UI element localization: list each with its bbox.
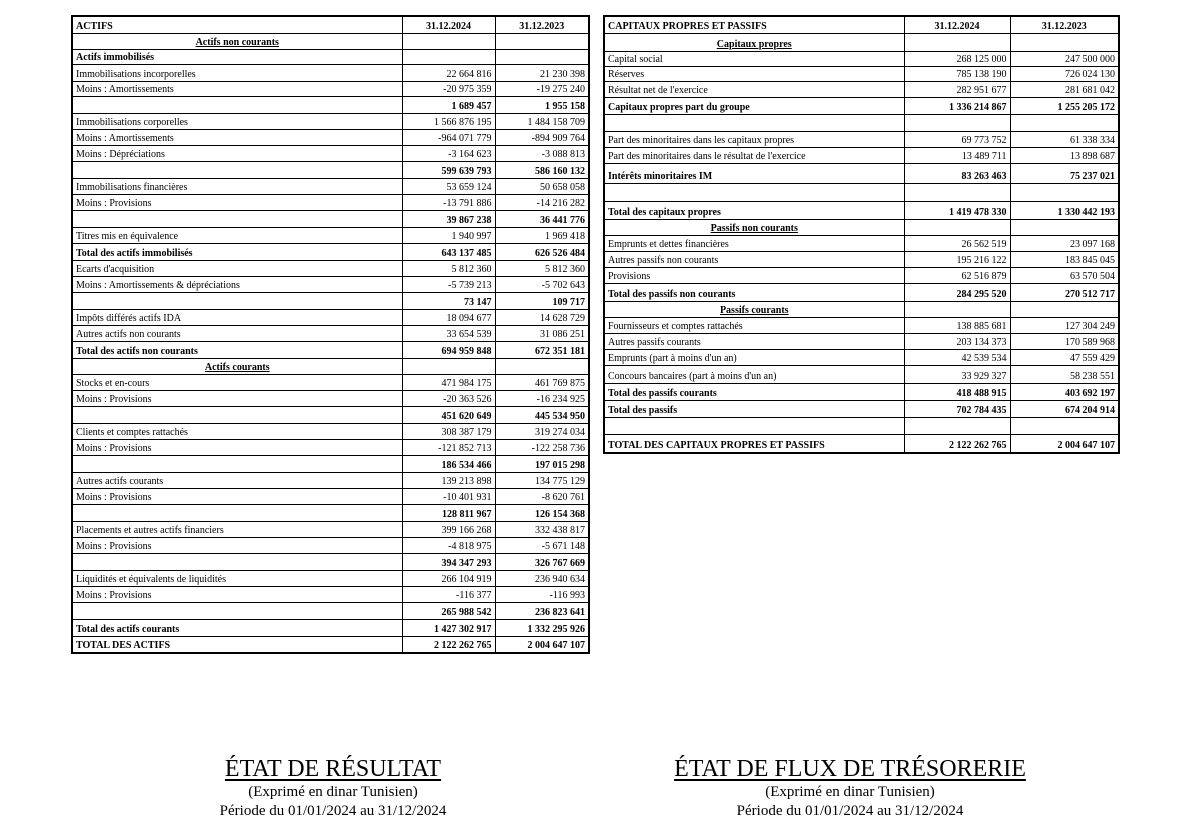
assets-row-label [72,602,402,619]
liabilities-value-2024: 2 122 262 765 [904,434,1010,453]
assets-row-label: Stocks et en-cours [72,374,402,390]
assets-value-2024: -964 071 779 [402,129,495,145]
liabilities-value-2023: 1 255 205 172 [1010,97,1119,114]
assets-row-label: Impôts différés actifs IDA [72,309,402,325]
liabilities-value-2023 [1010,301,1119,317]
liabilities-row-label: Provisions [604,267,904,283]
liabilities-row-label: Autres passifs non courants [604,251,904,267]
assets-row-normal [72,374,589,390]
liabilities-value-2023: 58 238 551 [1010,365,1119,383]
liabilities-row-label: Concours bancaires (part à moins d'un an) [604,365,904,383]
liabilities-value-2023: 47 559 429 [1010,349,1119,365]
liabilities-value-2024: 418 488 915 [904,383,1010,400]
liabilities-value-2024: 138 885 681 [904,317,1010,333]
assets-value-2024: -116 377 [402,586,495,602]
liabilities-value-2024: 1 419 478 330 [904,201,1010,219]
assets-row-bold [72,619,589,636]
liabilities-value-2024 [904,301,1010,317]
assets-value-2023: 197 015 298 [495,455,589,472]
assets-value-2023: 586 160 132 [495,161,589,178]
assets-value-2024: 266 104 919 [402,570,495,586]
assets-value-2024: 22 664 816 [402,64,495,81]
assets-value-2024: 643 137 485 [402,243,495,260]
assets-row-label: Immobilisations incorporelles [72,64,402,81]
liabilities-value-2023: 674 204 914 [1010,400,1119,417]
assets-row-section [72,33,589,49]
assets-row-label: Total des actifs courants [72,619,402,636]
income-statement-unit: (Exprimé en dinar Tunisien) [248,784,418,800]
liabilities-row-section [604,301,1119,317]
assets-value-2024: 451 620 649 [402,406,495,423]
assets-value-2023 [495,33,589,49]
liabilities-header-2023: 31.12.2023 [1010,16,1119,33]
liabilities-header-2024: 31.12.2024 [904,16,1010,33]
assets-row-label: Moins : Provisions [72,537,402,553]
assets-row-label: Placements et autres actifs financiers [72,521,402,537]
liabilities-row-section [604,33,1119,51]
assets-value-2024: 599 639 793 [402,161,495,178]
liabilities-value-2024: 26 562 519 [904,235,1010,251]
liabilities-row-label: Total des passifs courants [604,383,904,400]
liabilities-header-row [604,16,1119,33]
assets-value-2023: 1 484 158 709 [495,113,589,129]
assets-value-2023: 14 628 729 [495,309,589,325]
liabilities-value-2024 [904,114,1010,131]
assets-row-normal [72,129,589,145]
assets-value-2023: 134 775 129 [495,472,589,488]
assets-value-2023: -3 088 813 [495,145,589,161]
assets-row-sub [72,210,589,227]
assets-value-2023 [495,358,589,374]
assets-value-2023: 21 230 398 [495,64,589,81]
liabilities-row-normal [604,267,1119,283]
liabilities-value-2024: 284 295 520 [904,283,1010,301]
liabilities-value-2024: 69 773 752 [904,131,1010,147]
liabilities-row-blank [604,114,1119,131]
liabilities-value-2024: 62 516 879 [904,267,1010,283]
liabilities-value-2023: 726 024 130 [1010,66,1119,81]
assets-row-sub [72,455,589,472]
assets-row-sub [72,553,589,570]
assets-value-2023: -16 234 925 [495,390,589,406]
liabilities-row-normal [604,147,1119,163]
liabilities-row-bold [604,434,1119,453]
assets-row-label: Clients et comptes rattachés [72,423,402,439]
assets-value-2023: -894 909 764 [495,129,589,145]
assets-value-2023: 1 969 418 [495,227,589,243]
assets-row-label [72,504,402,521]
assets-row-normal [72,390,589,406]
assets-row-normal [72,227,589,243]
assets-value-2024: 265 988 542 [402,602,495,619]
assets-row-label: Moins : Amortissements [72,81,402,96]
liabilities-row-normal [604,51,1119,66]
assets-value-2024: 1 940 997 [402,227,495,243]
assets-row-normal [72,472,589,488]
assets-row-sub [72,406,589,423]
liabilities-row-normal [604,235,1119,251]
liabilities-header-label: CAPITAUX PROPRES ET PASSIFS [604,16,904,33]
assets-row-label: Moins : Dépréciations [72,145,402,161]
assets-value-2024: 53 659 124 [402,178,495,194]
assets-value-2024: 399 166 268 [402,521,495,537]
assets-value-2023: 236 940 634 [495,570,589,586]
liabilities-row-label: Part des minoritaires dans le résultat de l'exercice [604,147,904,163]
assets-row-normal [72,113,589,129]
assets-row-section [72,358,589,374]
liabilities-row-label: Passifs non courants [604,219,904,235]
liabilities-value-2024 [904,33,1010,51]
liabilities-value-2023: 23 097 168 [1010,235,1119,251]
assets-value-2024: 1 566 876 195 [402,113,495,129]
liabilities-row-bold [604,400,1119,417]
assets-row-normal [72,488,589,504]
liabilities-value-2023: 63 570 504 [1010,267,1119,283]
liabilities-row-label: Total des passifs [604,400,904,417]
cash-flow-title: ÉTAT DE FLUX DE TRÉSORERIE [674,756,1026,782]
assets-value-2023: 461 769 875 [495,374,589,390]
assets-row-label: Autres actifs courants [72,472,402,488]
assets-value-2024: 5 812 360 [402,260,495,276]
liabilities-row-label: Autres passifs courants [604,333,904,349]
assets-row-label [72,455,402,472]
liabilities-value-2024 [904,183,1010,201]
assets-header-2024: 31.12.2024 [402,16,495,33]
assets-value-2024: -4 818 975 [402,537,495,553]
assets-header-label: ACTIFS [72,16,402,33]
assets-row-normal [72,276,589,292]
assets-value-2023: 2 004 647 107 [495,636,589,653]
assets-row-label: Moins : Provisions [72,390,402,406]
assets-row-label: TOTAL DES ACTIFS [72,636,402,653]
assets-balance-table [71,15,590,654]
assets-row-label [72,406,402,423]
assets-value-2023: -122 258 736 [495,439,589,455]
assets-row-normal [72,570,589,586]
assets-row-label [72,553,402,570]
assets-value-2023: -14 216 282 [495,194,589,210]
assets-row-label: Moins : Provisions [72,439,402,455]
assets-row-label: Moins : Amortissements [72,129,402,145]
liabilities-value-2023: 127 304 249 [1010,317,1119,333]
assets-row-normal [72,309,589,325]
assets-row-label [72,210,402,227]
liabilities-value-2023 [1010,114,1119,131]
assets-value-2024: 308 387 179 [402,423,495,439]
assets-value-2024: 2 122 262 765 [402,636,495,653]
cash-flow-period: Période du 01/01/2024 au 31/12/2024 [736,803,964,819]
liabilities-row-normal [604,66,1119,81]
assets-row-sub [72,96,589,113]
assets-value-2024 [402,33,495,49]
assets-row-label: Actifs immobilisés [72,49,402,64]
assets-value-2024: 394 347 293 [402,553,495,570]
liabilities-table-body [604,16,1119,453]
assets-value-2023: 445 534 950 [495,406,589,423]
liabilities-value-2023: 270 512 717 [1010,283,1119,301]
liabilities-row-normal [604,131,1119,147]
assets-value-2024: 33 654 539 [402,325,495,341]
assets-value-2024: 128 811 967 [402,504,495,521]
assets-row-normal [72,178,589,194]
assets-row-bold [72,341,589,358]
assets-row-bold [72,636,589,653]
liabilities-value-2023: 170 589 968 [1010,333,1119,349]
assets-row-label: Liquidités et équivalents de liquidités [72,570,402,586]
assets-row-normal [72,325,589,341]
liabilities-row-label [604,114,904,131]
liabilities-row-label: Part des minoritaires dans les capitaux propres [604,131,904,147]
liabilities-row-label: Total des passifs non courants [604,283,904,301]
assets-value-2023: 326 767 669 [495,553,589,570]
assets-value-2023: 5 812 360 [495,260,589,276]
income-statement-title: ÉTAT DE RÉSULTAT [224,756,442,782]
liabilities-row-bold [604,163,1119,183]
liabilities-value-2024 [904,219,1010,235]
liabilities-value-2024: 702 784 435 [904,400,1010,417]
liabilities-row-label [604,183,904,201]
assets-row-normal [72,537,589,553]
assets-row-normal [72,521,589,537]
assets-value-2023: -8 620 761 [495,488,589,504]
liabilities-value-2024 [904,417,1010,434]
liabilities-row-blank [604,183,1119,201]
liabilities-row-blank [604,417,1119,434]
liabilities-row-label: Total des capitaux propres [604,201,904,219]
assets-row-label: Immobilisations corporelles [72,113,402,129]
assets-value-2023: -5 702 643 [495,276,589,292]
assets-value-2024: 73 147 [402,292,495,309]
liabilities-row-normal [604,251,1119,267]
assets-value-2024 [402,358,495,374]
liabilities-row-bold [604,97,1119,114]
liabilities-value-2024: 785 138 190 [904,66,1010,81]
liabilities-value-2023: 61 338 334 [1010,131,1119,147]
income-statement-period: Période du 01/01/2024 au 31/12/2024 [219,803,447,819]
liabilities-row-normal [604,317,1119,333]
assets-value-2023: 109 717 [495,292,589,309]
liabilities-value-2023: 75 237 021 [1010,163,1119,183]
assets-row-normal [72,586,589,602]
cash-flow-heading [640,755,1060,821]
liabilities-value-2023: 13 898 687 [1010,147,1119,163]
assets-value-2024: -13 791 886 [402,194,495,210]
assets-value-2024: 39 867 238 [402,210,495,227]
assets-row-label [72,161,402,178]
assets-value-2024: 186 534 466 [402,455,495,472]
liabilities-row-bold [604,283,1119,301]
assets-row-sub [72,504,589,521]
liabilities-row-normal [604,81,1119,97]
liabilities-value-2024: 268 125 000 [904,51,1010,66]
assets-row-label: Actifs courants [72,358,402,374]
assets-value-2023: 319 274 034 [495,423,589,439]
liabilities-value-2024: 83 263 463 [904,163,1010,183]
assets-value-2023: 1 332 295 926 [495,619,589,636]
assets-value-2024: 139 213 898 [402,472,495,488]
assets-value-2024: -20 363 526 [402,390,495,406]
assets-row-label: Moins : Provisions [72,586,402,602]
assets-row-sub [72,602,589,619]
liabilities-value-2024: 13 489 711 [904,147,1010,163]
assets-row-normal [72,145,589,161]
assets-row-label: Immobilisations financières [72,178,402,194]
assets-row-normal [72,194,589,210]
assets-row-normal [72,423,589,439]
assets-value-2024: 18 094 677 [402,309,495,325]
liabilities-row-label: Emprunts (part à moins d'un an) [604,349,904,365]
liabilities-value-2023: 403 692 197 [1010,383,1119,400]
assets-value-2024: -10 401 931 [402,488,495,504]
assets-value-2023: -5 671 148 [495,537,589,553]
liabilities-value-2024: 1 336 214 867 [904,97,1010,114]
liabilities-row-label: Résultat net de l'exercice [604,81,904,97]
assets-value-2024: 471 984 175 [402,374,495,390]
liabilities-value-2023: 281 681 042 [1010,81,1119,97]
assets-row-label: Total des actifs immobilisés [72,243,402,260]
assets-value-2024 [402,49,495,64]
assets-row-label: Actifs non courants [72,33,402,49]
assets-row-label: Autres actifs non courants [72,325,402,341]
liabilities-row-section [604,219,1119,235]
assets-value-2024: -121 852 713 [402,439,495,455]
liabilities-row-label: Emprunts et dettes financières [604,235,904,251]
liabilities-value-2023 [1010,183,1119,201]
assets-row-normal [72,439,589,455]
liabilities-row-label: Fournisseurs et comptes rattachés [604,317,904,333]
assets-row-normal [72,260,589,276]
assets-header-2023: 31.12.2023 [495,16,589,33]
liabilities-row-label: Capitaux propres [604,33,904,51]
assets-value-2023: -116 993 [495,586,589,602]
assets-value-2023: 626 526 484 [495,243,589,260]
liabilities-balance-table [603,15,1120,454]
assets-value-2023: 126 154 368 [495,504,589,521]
liabilities-row-bold [604,201,1119,219]
liabilities-row-label: Capitaux propres part du groupe [604,97,904,114]
assets-value-2024: -3 164 623 [402,145,495,161]
assets-row-label: Titres mis en équivalence [72,227,402,243]
liabilities-row-normal [604,333,1119,349]
liabilities-row-label: Passifs courants [604,301,904,317]
assets-value-2023: 672 351 181 [495,341,589,358]
liabilities-row-normal [604,365,1119,383]
assets-row-label: Moins : Provisions [72,194,402,210]
liabilities-value-2023 [1010,417,1119,434]
assets-value-2024: 1 427 302 917 [402,619,495,636]
assets-row-bold [72,49,589,64]
income-statement-heading [123,755,543,821]
liabilities-value-2023 [1010,219,1119,235]
liabilities-row-label: TOTAL DES CAPITAUX PROPRES ET PASSIFS [604,434,904,453]
assets-row-label [72,96,402,113]
assets-row-label: Moins : Amortissements & dépréciations [72,276,402,292]
assets-value-2023: 1 955 158 [495,96,589,113]
assets-table-body [72,16,589,653]
liabilities-row-normal [604,349,1119,365]
liabilities-row-bold [604,383,1119,400]
assets-row-label: Moins : Provisions [72,488,402,504]
liabilities-value-2023: 247 500 000 [1010,51,1119,66]
assets-value-2024: -20 975 359 [402,81,495,96]
assets-row-normal [72,64,589,81]
assets-value-2024: -5 739 213 [402,276,495,292]
assets-row-sub [72,292,589,309]
liabilities-row-label: Capital social [604,51,904,66]
liabilities-value-2023: 183 845 045 [1010,251,1119,267]
liabilities-value-2024: 282 951 677 [904,81,1010,97]
assets-value-2023: 36 441 776 [495,210,589,227]
assets-value-2023: 236 823 641 [495,602,589,619]
assets-row-label: Ecarts d'acquisition [72,260,402,276]
assets-row-normal [72,81,589,96]
liabilities-value-2023 [1010,33,1119,51]
liabilities-row-label: Réserves [604,66,904,81]
assets-row-label: Total des actifs non courants [72,341,402,358]
liabilities-value-2023: 1 330 442 193 [1010,201,1119,219]
assets-value-2024: 694 959 848 [402,341,495,358]
assets-value-2023 [495,49,589,64]
cash-flow-unit: (Exprimé en dinar Tunisien) [765,784,935,800]
liabilities-value-2024: 33 929 327 [904,365,1010,383]
liabilities-value-2024: 203 134 373 [904,333,1010,349]
assets-value-2024: 1 689 457 [402,96,495,113]
assets-value-2023: 332 438 817 [495,521,589,537]
assets-value-2023: 50 658 058 [495,178,589,194]
assets-value-2023: -19 275 240 [495,81,589,96]
assets-header-row [72,16,589,33]
assets-row-sub [72,161,589,178]
liabilities-value-2024: 195 216 122 [904,251,1010,267]
assets-row-bold [72,243,589,260]
assets-row-label [72,292,402,309]
liabilities-value-2024: 42 539 534 [904,349,1010,365]
assets-value-2023: 31 086 251 [495,325,589,341]
liabilities-row-label [604,417,904,434]
liabilities-row-label: Intérêts minoritaires IM [604,163,904,183]
liabilities-value-2023: 2 004 647 107 [1010,434,1119,453]
